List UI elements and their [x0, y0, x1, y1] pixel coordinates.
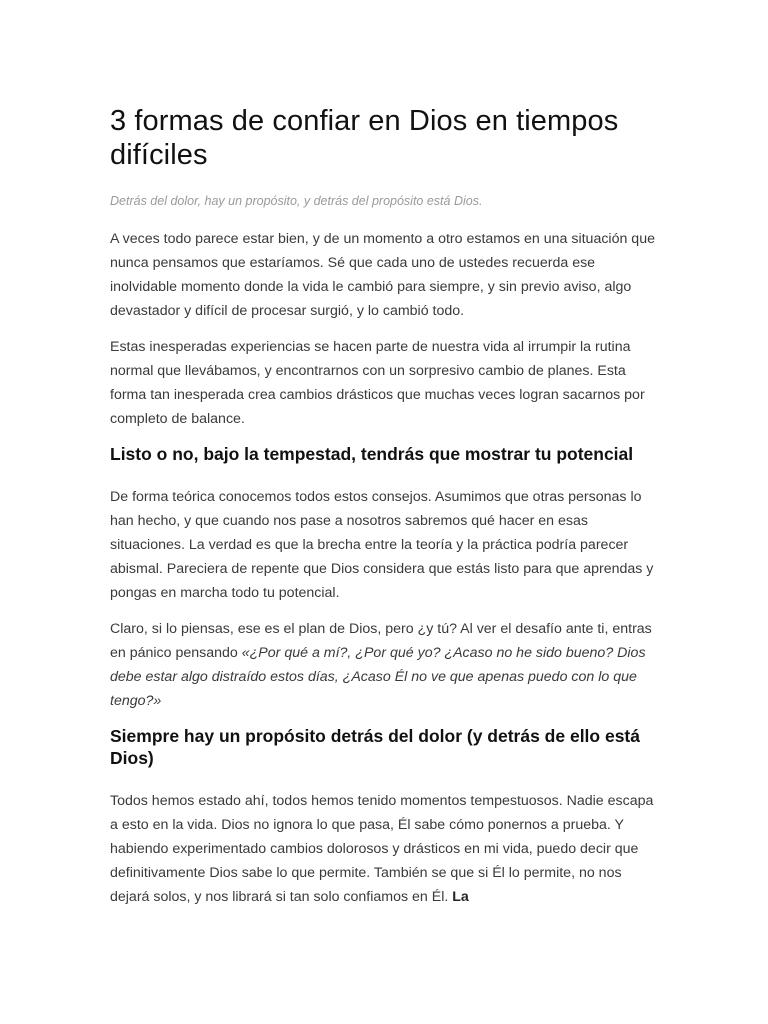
paragraph: [110, 617, 660, 713]
section-heading: Listo o no, bajo la tempestad, tendrás que mostrar tu potencial: [110, 444, 634, 464]
section-heading: Siempre hay un propósito detrás del dolor (y detrás de ello está Dios): [110, 726, 640, 768]
article: [110, 104, 660, 921]
article-subtitle: Detrás del dolor, hay un propósito, y detrás del propósito está Dios.: [110, 194, 483, 208]
paragraph: [110, 789, 660, 909]
bold-text: La: [452, 889, 469, 905]
quote: «¿Por qué a mí?, ¿Por qué yo? ¿Acaso no he sido bueno? Dios debe estar algo distraído estos días, ¿Acaso Él no ve que apenas puedo con lo que tengo?»: [110, 645, 646, 709]
paragraph-text: Todos hemos estado ahí, todos hemos tenido momentos tempestuosos. Nadie escapa a esto en la vida. Dios no ignora lo que pasa, Él sabe cómo ponernos a prueba. Y habiendo experimentado cambios dolorosos y drásticos en mi vida, puedo decir que definitivamente Dios sabe lo que permite. También se que si Él lo permite, no nos dejará solos, y nos librará si tan solo confiamos en Él.: [110, 793, 654, 905]
paragraph: A veces todo parece estar bien, y de un momento a otro estamos en una situación que nunca pensamos que estaríamos. Sé que cada uno de ustedes recuerda ese inolvidable momento donde la vida le cambió para siempre, y sin previo aviso, algo devastador y difícil de procesar surgió, y lo cambió todo.: [110, 231, 655, 319]
paragraph-text: Claro, si lo piensas, ese es el plan de Dios, pero ¿y tú? Al ver el desafío ante ti, entras en pánico pensando: [110, 621, 652, 661]
article-title: 3 formas de confiar en Dios en tiempos difíciles: [110, 105, 619, 171]
paragraph: Estas inesperadas experiencias se hacen parte de nuestra vida al irrumpir la rutina normal que llevábamos, y encontrarnos con un sorpresivo cambio de planes. Esta forma tan inesperada crea cambios drásticos que muchas veces logran sacarnos por completo de balance.: [110, 339, 645, 427]
paragraph: De forma teórica conocemos todos estos consejos. Asumimos que otras personas lo han hecho, y que cuando nos pase a nosotros sabremos qué hacer en esas situaciones. La verdad es que la brecha entre la teoría y la práctica podría parecer abismal. Pareciera de repente que Dios considera que estás listo para que aprendas y pongas en marcha todo tu potencial.: [110, 489, 654, 601]
